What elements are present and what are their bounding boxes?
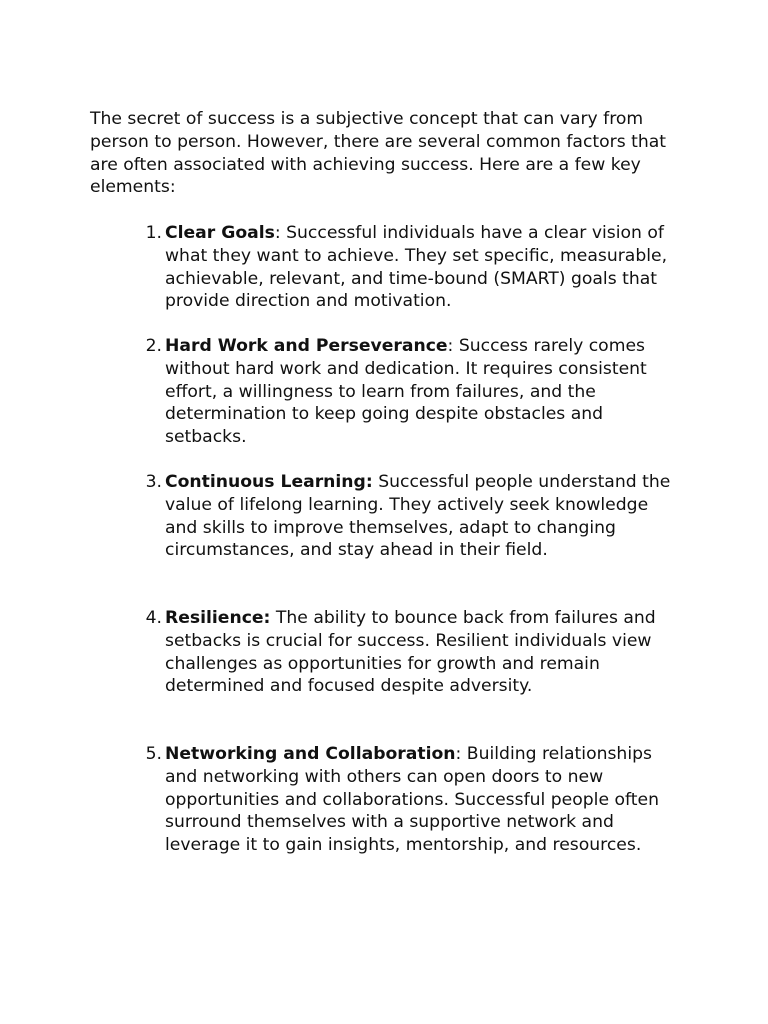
list-item-text — [165, 471, 685, 562]
list-item-text — [165, 222, 685, 313]
list-item-number: 5. — [145, 744, 162, 764]
list-item-body: Successful people understand the value of lifelong learning. They actively seek knowledge and skills to improve themselves, adapt to changing circumstances, and stay ahead in their field. — [165, 472, 671, 561]
list-item-title: Hard Work and Perseverance — [165, 336, 448, 356]
list-item-text — [165, 743, 685, 857]
list-item-title: Continuous Learning: — [165, 472, 373, 492]
list-item-separator: : — [274, 223, 287, 243]
list-item-separator: : — [447, 336, 459, 356]
list-item-number: 2. — [145, 336, 162, 356]
list-item-number: 1. — [145, 223, 162, 243]
list-item-title: Clear Goals — [165, 223, 275, 243]
list-item-text — [165, 607, 685, 698]
list-item-number: 4. — [145, 608, 162, 628]
list-item-body: Successful individuals have a clear vision of what they want to achieve. They set specific, measurable, achievable, relevant, and time-bound (SMART) goals that provide direction and motivation. — [165, 223, 668, 312]
list-item-body: Building relationships and networking with others can open doors to new opportunities and collaborations. Successful people often surround themselves with a supportive network and leverage it to gain insights, mentorship, and resources. — [165, 744, 659, 856]
intro-paragraph: The secret of success is a subjective concept that can vary from person to person. However, there are several common factors that are often associated with achieving success. Here are a few key elements: — [90, 109, 667, 198]
list-item-body: The ability to bounce back from failures and setbacks is crucial for success. Resilient individuals view challenges as opportunities for growth and remain determined and focused despite adversity. — [165, 608, 656, 697]
list-item-body: Success rarely comes without hard work and dedication. It requires consistent effort, a willingness to learn from failures, and the determination to keep going despite obstacles and setbacks. — [165, 336, 647, 448]
list-item-number: 3. — [145, 472, 162, 492]
list-item-text — [165, 335, 685, 449]
list-item-title: Networking and Collaboration — [165, 744, 456, 764]
list-item-title: Resilience: — [165, 608, 271, 628]
list-item-separator: : — [455, 744, 467, 764]
